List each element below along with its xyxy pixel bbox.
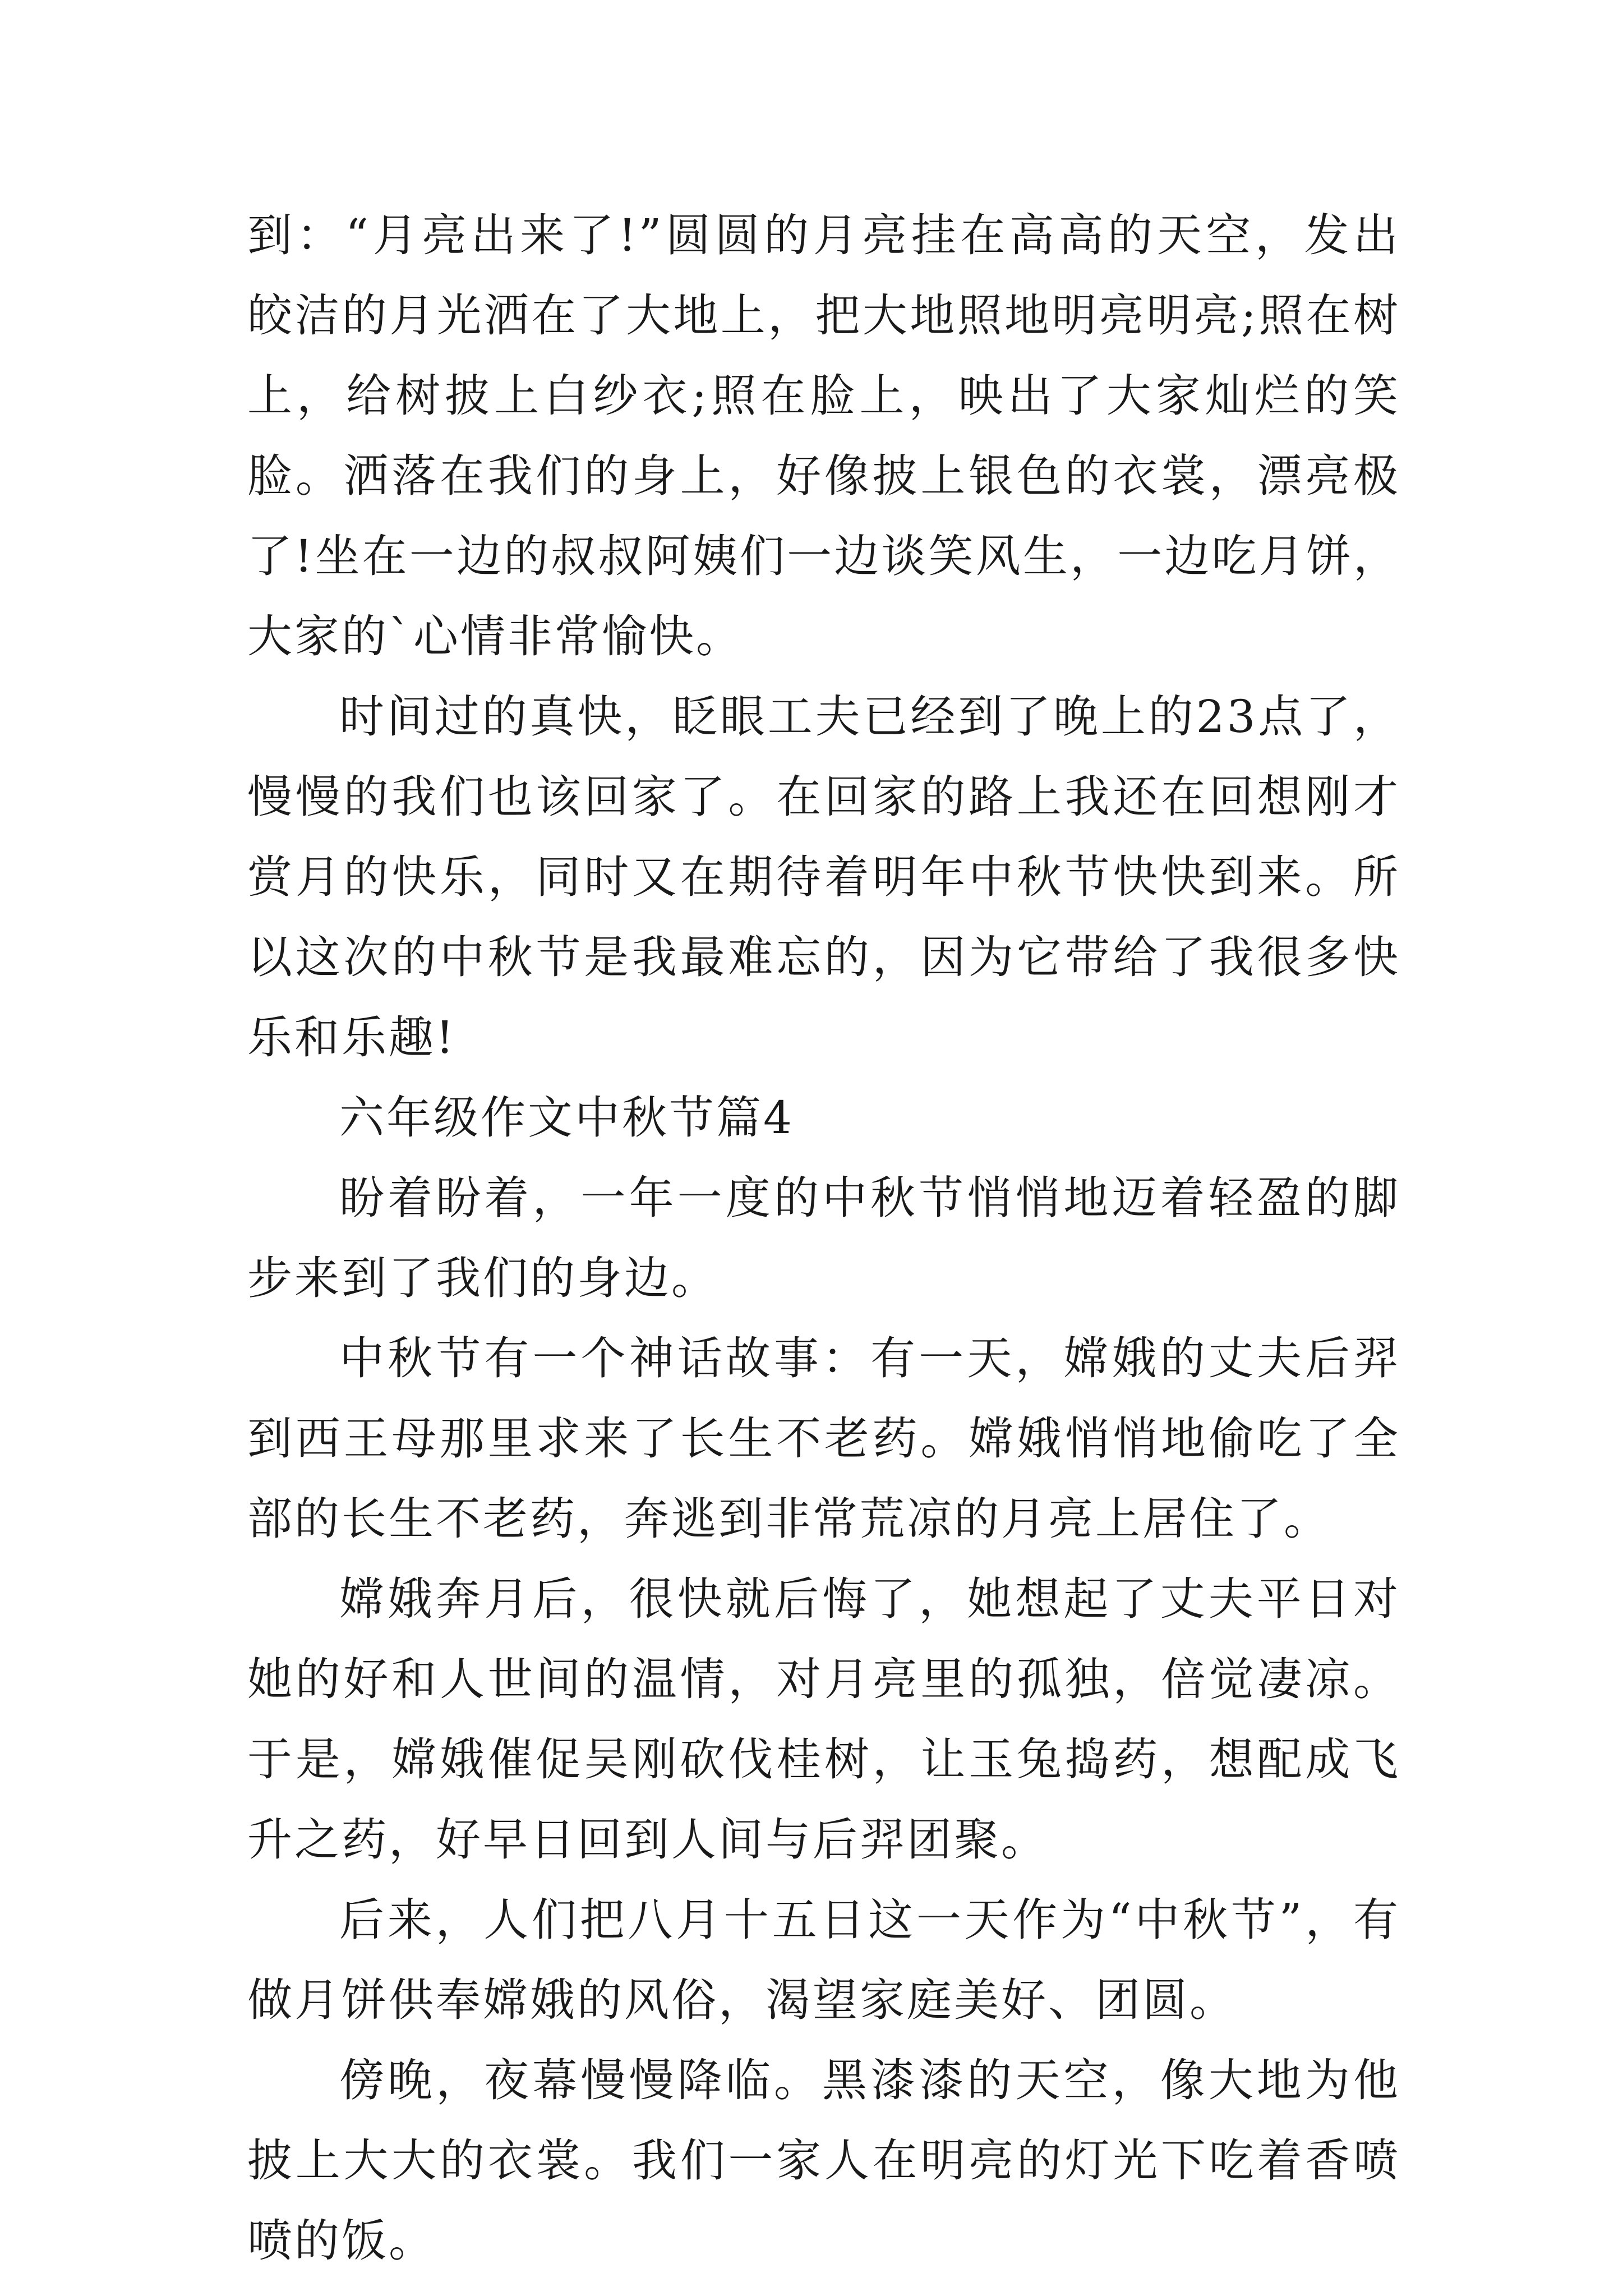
paragraph-moonlight: 到：“月亮出来了!”圆圆的月亮挂在高高的天空，发出皎洁的月光洒在了大地上，把大地照地明亮明亮;照在树上，给树披上白纱衣;照在脸上，映出了大家灿烂的笑脸。洒落在我们的身上，好像披上银色的衣裳，漂亮极了!坐在一边的叔叔阿姨们一边谈笑风生，一边吃月饼，大家的`心情非常愉快。: [247, 209, 1400, 662]
paragraph-festival-origin: 后来，人们把八月十五日这一天作为“中秋节”，有做月饼供奉嫦娥的风俗，渴望家庭美好、团圆。: [247, 1894, 1400, 2026]
paragraph-evening: 傍晚，夜幕慢慢降临。黑漆漆的天空，像大地为他披上大大的衣裳。我们一家人在明亮的灯光下吃着香喷喷的饭。: [247, 2054, 1400, 2267]
paragraph-change-regret: 嫦娥奔月后，很快就后悔了，她想起了丈夫平日对她的好和人世间的温情，对月亮里的孤独，倍觉凄凉。于是，嫦娥催促吴刚砍伐桂树，让玉兔捣药，想配成飞升之药，好早日回到人间与后羿团聚。: [247, 1573, 1400, 1866]
essay-heading: 六年级作文中秋节篇4: [339, 1092, 794, 1144]
paragraph-going-home: 时间过的真快，眨眼工夫已经到了晚上的23点了，慢慢的我们也该回家了。在回家的路上我还在回想刚才赏月的快乐，同时又在期待着明年中秋节快快到来。所以这次的中秋节是我最难忘的，因为它带给了我很多快乐和乐趣!: [247, 691, 1400, 1064]
paragraph-legend: 中秋节有一个神话故事：有一天，嫦娥的丈夫后羿到西王母那里求来了长生不老药。嫦娥悄悄地偷吃了全部的长生不老药，奔逃到非常荒凉的月亮上居住了。: [247, 1332, 1400, 1545]
paragraph-waiting: 盼着盼着，一年一度的中秋节悄悄地迈着轻盈的脚步来到了我们的身边。: [247, 1172, 1400, 1304]
document-body: [247, 195, 1400, 2281]
